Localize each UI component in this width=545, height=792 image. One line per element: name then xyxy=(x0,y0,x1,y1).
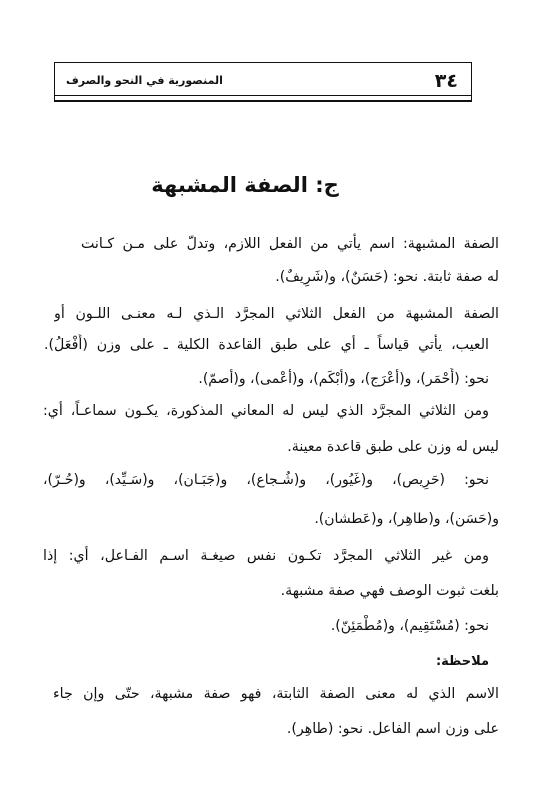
example-line-3: و(حَسَن)، و(طاهِر)، و(عَطشان). xyxy=(314,511,499,527)
body-line-7: ومن غير الثلاثي المجرَّد تكـون نفس صيغـة اسـم الفـاعل، أي: إذا xyxy=(43,548,489,564)
page-number: ٣٤ xyxy=(434,70,458,92)
body-line-8: بلغت ثبوت الوصف فهي صفة مشبهة. xyxy=(280,583,499,599)
example-line-4: نحو: (مُسْتَقِيم)، و(مُطْمَئِنّ). xyxy=(330,618,489,634)
section-heading: ج: الصفة المشبهة xyxy=(151,173,339,197)
body-line-5: ومن الثلاثي المجرَّد الذي ليس له المعاني المذكورة، يكـون سماعـاً، أي: xyxy=(43,403,489,419)
note-label: ملاحظة: xyxy=(435,654,489,669)
header-bottom-rule xyxy=(54,95,472,102)
body-line-4: العيب، يأتي قياساً ـ أي على طبق القاعدة الكلية ـ على وزن (أَفْعَلُ). xyxy=(44,337,489,353)
example-line-2: نحو: (حَرِيص)، و(غَيُور)، و(شُـجاع)، و(جَبَـان)، و(سَـيِّد)، و(حُـرّ)، xyxy=(43,472,489,488)
example-line-1: نحو: (أَحْمَر)، و(أعْرَج)، و(أبْكَم)، و(أعْمى)، و(أصمّ). xyxy=(198,371,489,387)
running-title: المنصورية في النحو والصرف xyxy=(66,74,223,87)
body-line-2: له صفة ثابتة. نحو: (حَسَنٌ)، و(شَرِيفٌ). xyxy=(275,269,499,285)
body-line-3: الصفة المشبهة من الفعل الثلاثي المجرَّد الـذي لـه معنـى اللـون أو xyxy=(54,306,499,322)
header-top-rule xyxy=(54,62,472,63)
body-line-1: الصفة المشبهة: اسم يأتي من الفعل اللازم، وتدلّ على مـن كـانت xyxy=(81,236,499,252)
body-line-9: الاسم الذي له معنى الصفة الثابتة، فهو صفة مشبهة، حتّى وإن جاء xyxy=(53,686,499,702)
body-line-10: على وزن اسم الفاعل. نحو: (طاهِر). xyxy=(286,721,499,737)
body-line-6: ليس له وزن على طبق قاعدة معينة. xyxy=(287,439,499,455)
running-header xyxy=(54,62,472,102)
